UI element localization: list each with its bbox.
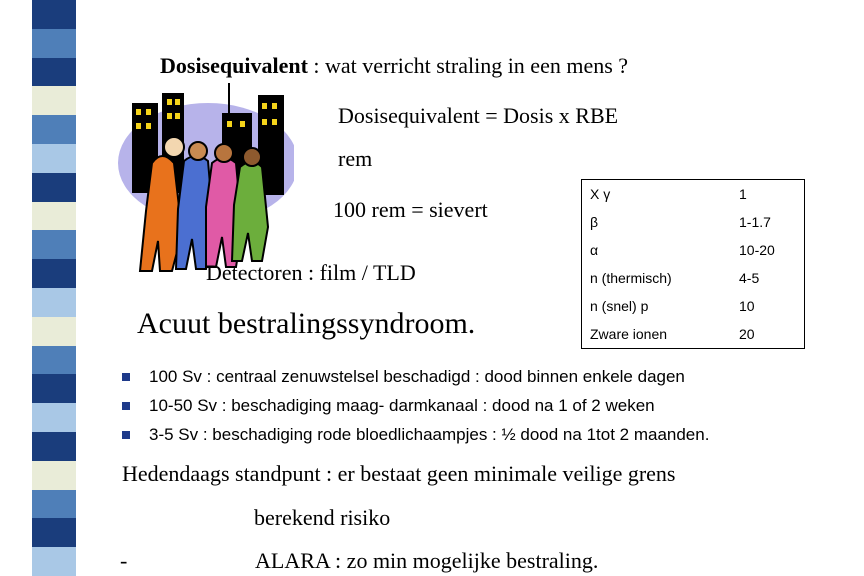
strip-band: [32, 86, 76, 115]
unit-rem: rem: [338, 146, 373, 171]
strip-band: [32, 490, 76, 519]
strip-band: [32, 0, 76, 29]
strip-band: [32, 317, 76, 346]
table-row: [582, 264, 805, 292]
rem-sievert-conversion: 100 rem = sievert: [333, 197, 488, 222]
strip-band: [32, 115, 76, 144]
strip-band: [32, 202, 76, 231]
bullet-square-icon: [122, 402, 130, 410]
rbe-factor-cell: 10-20: [739, 242, 775, 258]
title-bold: Dosisequivalent: [160, 53, 308, 78]
table-row: [582, 208, 805, 236]
decorative-color-strip: [32, 0, 76, 576]
strip-band: [32, 29, 76, 58]
strip-band: [32, 547, 76, 576]
strip-band: [32, 374, 76, 403]
strip-band: [32, 58, 76, 87]
radiation-type-cell: α: [590, 242, 599, 258]
rbe-factor-table: [581, 179, 805, 349]
alara-line: ALARA : zo min mogelijke bestraling.: [255, 548, 599, 573]
dash-marker: -: [120, 548, 128, 573]
radiation-type-cell: β: [590, 214, 599, 230]
radiation-type-cell: n (thermisch): [590, 270, 672, 286]
strip-band: [32, 144, 76, 173]
strip-band: [32, 461, 76, 490]
detectors-line: Detectoren : film / TLD: [206, 260, 416, 285]
radiation-type-cell: X γ: [590, 186, 611, 202]
radiation-type-cell: n (snel) p: [590, 298, 649, 314]
rbe-factor-cell: 1: [739, 186, 747, 202]
table-row: [582, 320, 805, 349]
radiation-type-cell: Zware ionen: [590, 326, 668, 342]
strip-band: [32, 432, 76, 461]
slide-title: [160, 53, 628, 79]
dose-equivalent-formula: Dosisequivalent = Dosis x RBE: [338, 103, 619, 128]
title-rest: : wat verricht straling in een mens ?: [307, 53, 629, 78]
strip-band: [32, 518, 76, 547]
acute-syndrome-heading: Acuut bestralingssyndroom.: [137, 307, 476, 340]
rbe-factor-cell: 4-5: [739, 270, 760, 286]
people-in-city-clipart-icon: [112, 83, 294, 274]
standpoint-line: Hedendaags standpunt : er bestaat geen minimale veilige grens: [122, 461, 676, 486]
rbe-factor-cell: 1-1.7: [739, 214, 771, 230]
strip-band: [32, 230, 76, 259]
bullet-square-icon: [122, 373, 130, 381]
strip-band: [32, 403, 76, 432]
strip-band: [32, 288, 76, 317]
strip-band: [32, 173, 76, 202]
table-row: [582, 236, 805, 264]
calculated-risk-line: berekend risiko: [254, 505, 391, 530]
rbe-factor-cell: 20: [739, 326, 755, 342]
strip-band: [32, 259, 76, 288]
table-row: [582, 292, 805, 320]
strip-band: [32, 346, 76, 375]
table-row: [582, 180, 805, 209]
bullet-square-icon: [122, 431, 130, 439]
rbe-factor-cell: 10: [739, 298, 755, 314]
